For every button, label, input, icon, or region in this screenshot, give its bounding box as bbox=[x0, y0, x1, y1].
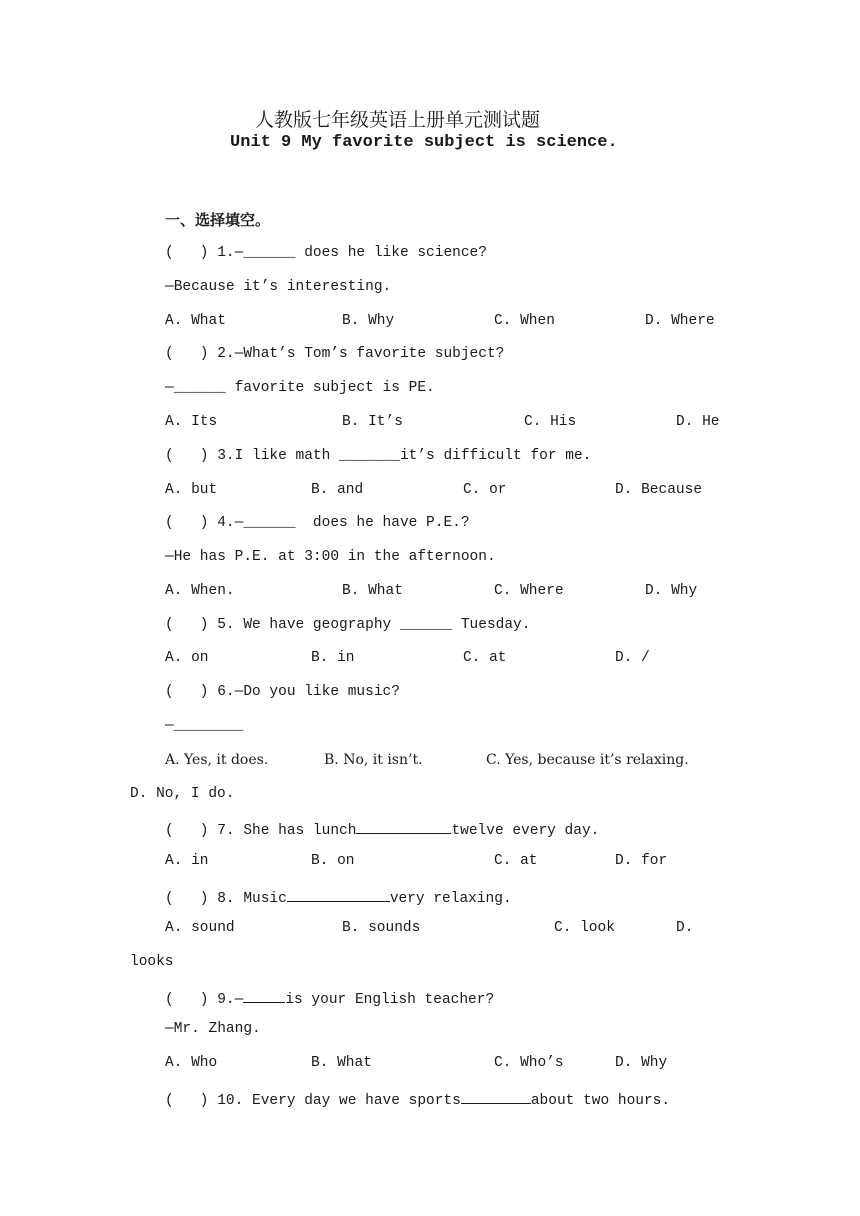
question-9-stem bbox=[165, 988, 494, 1008]
question-7-stem bbox=[165, 819, 599, 839]
question-1-option-c: C. When bbox=[494, 313, 555, 329]
question-8-option-d: D. bbox=[676, 920, 694, 936]
question-1-stem: ( ) 1.—______ does he like science? bbox=[165, 245, 487, 261]
question-9-option-a: A. Who bbox=[165, 1055, 218, 1071]
question-7-option-a: A. in bbox=[165, 853, 209, 869]
page-title: 人教版七年级英语上册单元测试题 bbox=[255, 109, 541, 131]
question-9-stem-rest: is your English teacher? bbox=[285, 992, 495, 1008]
question-7-option-c: C. at bbox=[494, 853, 538, 869]
question-9-reply: —Mr. Zhang. bbox=[165, 1021, 261, 1037]
question-5-option-c: C. at bbox=[463, 650, 507, 666]
question-4-reply: —He has P.E. at 3:00 in the afternoon. bbox=[165, 549, 496, 565]
question-5-option-d: D. / bbox=[615, 650, 650, 666]
question-2-option-d: D. He bbox=[676, 414, 720, 430]
question-9-option-b: B. What bbox=[311, 1055, 372, 1071]
question-9-option-d: D. Why bbox=[615, 1055, 668, 1071]
question-2-option-b: B. It’s bbox=[342, 414, 403, 430]
question-4-stem: ( ) 4.—______ does he have P.E.? bbox=[165, 515, 470, 531]
question-2-stem: ( ) 2.—What’s Tom’s favorite subject? bbox=[165, 346, 505, 362]
question-5-option-a: A. on bbox=[165, 650, 209, 666]
answer-blank bbox=[356, 819, 451, 834]
question-5-option-b: B. in bbox=[311, 650, 355, 666]
question-6-option-b: B. No, it isn’t. bbox=[324, 752, 423, 768]
question-1-option-b: B. Why bbox=[342, 313, 395, 329]
question-3-option-b: B. and bbox=[311, 482, 364, 498]
question-8-option-d-text: looks bbox=[130, 954, 174, 970]
question-4-option-b: B. What bbox=[342, 583, 403, 599]
question-6-option-c: C. Yes, because it’s relaxing. bbox=[486, 752, 689, 768]
question-6-stem: ( ) 6.—Do you like music? bbox=[165, 684, 400, 700]
question-3-option-d: D. Because bbox=[615, 482, 703, 498]
answer-blank bbox=[461, 1089, 531, 1104]
question-8-stem-text: ( ) 8. Music bbox=[165, 891, 287, 907]
answer-blank bbox=[287, 887, 390, 902]
question-8-option-b: B. sounds bbox=[342, 920, 421, 936]
question-9-option-c: C. Who’s bbox=[494, 1055, 564, 1071]
question-7-option-b: B. on bbox=[311, 853, 355, 869]
question-10-stem-text: ( ) 10. Every day we have sports bbox=[165, 1093, 461, 1109]
question-2-reply: —______ favorite subject is PE. bbox=[165, 380, 435, 396]
question-6-option-a: A. Yes, it does. bbox=[165, 752, 269, 768]
answer-blank bbox=[243, 988, 285, 1003]
question-9-stem-text: ( ) 9.— bbox=[165, 992, 244, 1008]
question-4-option-a: A. When. bbox=[165, 583, 235, 599]
question-10-stem-rest: about two hours. bbox=[530, 1093, 671, 1109]
question-3-stem: ( ) 3.I like math _______it’s difficult for me. bbox=[165, 448, 592, 464]
question-1-reply: —Because it’s interesting. bbox=[165, 279, 392, 295]
question-1-option-a: A. What bbox=[165, 313, 226, 329]
question-7-stem-rest: twelve every day. bbox=[451, 823, 600, 839]
question-7-stem-text: ( ) 7. She has lunch bbox=[165, 823, 357, 839]
question-3-option-c: C. or bbox=[463, 482, 507, 498]
question-2-option-c: C. His bbox=[524, 414, 577, 430]
question-2-option-a: A. Its bbox=[165, 414, 218, 430]
question-7-option-d: D. for bbox=[615, 853, 668, 869]
question-8-stem bbox=[165, 887, 512, 907]
question-8-option-c: C. look bbox=[554, 920, 615, 936]
unit-title: Unit 9 My favorite subject is science. bbox=[230, 133, 618, 152]
question-3-option-a: A. but bbox=[165, 482, 218, 498]
question-6-option-d: D. No, I do. bbox=[130, 786, 235, 802]
question-8-stem-rest: very relaxing. bbox=[389, 891, 512, 907]
question-10-stem bbox=[165, 1089, 670, 1109]
question-4-option-c: C. Where bbox=[494, 583, 564, 599]
question-6-reply: —________ bbox=[165, 718, 244, 734]
question-1-option-d: D. Where bbox=[645, 313, 715, 329]
question-8-option-a: A. sound bbox=[165, 920, 235, 936]
question-4-option-d: D. Why bbox=[645, 583, 698, 599]
question-5-stem: ( ) 5. We have geography ______ Tuesday. bbox=[165, 617, 531, 633]
section-header: 一、选择填空。 bbox=[165, 211, 271, 229]
